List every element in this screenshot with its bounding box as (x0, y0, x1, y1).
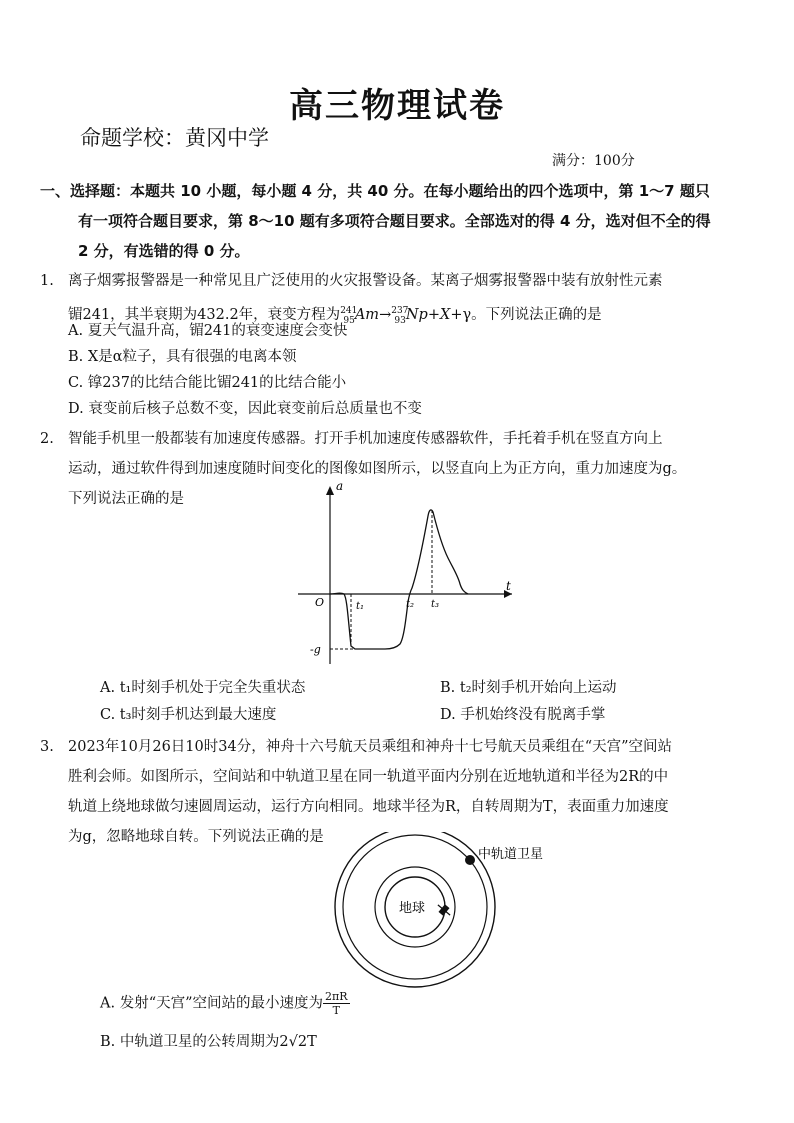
section-instructions (40, 176, 765, 266)
option-c: C. t₃时刻手机达到最大速度 (100, 707, 277, 723)
section-line-3: 2 分，有选错的得 0 分。 (78, 242, 250, 260)
satellite-icon (465, 855, 475, 865)
question-line: 为g，忽略地球自转。下列说法正确的是 (68, 829, 324, 845)
school-label: 命题学校：黄冈中学 (80, 126, 269, 150)
earth-label: 地球 (399, 901, 426, 916)
acceleration-time-graph (290, 478, 530, 668)
section-heading: 一、选择题：本题共 10 小题，每小题 4 分，共 40 分。在每小题给出的四个选项中，第 1～7 题只 (40, 182, 710, 200)
t1-label: t₁ (356, 601, 365, 612)
option-d: D. 手机始终没有脱离手掌 (440, 707, 606, 723)
page-title: 高三物理试卷 (289, 86, 505, 126)
satellite-label: 中轨道卫星 (478, 847, 544, 862)
option-a: A. 夏天气温升高，镅241的衰变速度会变快 (68, 323, 348, 339)
a-axis-label: a (336, 479, 344, 493)
question-number: 1. (40, 273, 54, 289)
question-line: 运动，通过软件得到加速度随时间变化的图像如图所示，以竖直向上为正方向，重力加速度为g。 (68, 461, 687, 477)
t-axis-label: t (506, 579, 511, 593)
question-line: 镅241，其半衰期为432.2年，衰变方程为$^{241}_{95}$Am→$^{237}_{93}$Np+X+γ。下列说法正确的是 (68, 306, 602, 326)
option-c: C. 镎237的比结合能比镅241的比结合能小 (68, 375, 347, 391)
question-number: 3. (40, 739, 54, 755)
section-line-2: 有一项符合题目要求，第 8～10 题有多项符合题目要求。全部选对的得 4 分，选对但不全的得 (78, 212, 711, 230)
question-line: 离子烟雾报警器是一种常见且广泛使用的火灾报警设备。某离子烟雾报警器中装有放射性元素 (68, 273, 663, 289)
neg-g-label: -g (310, 643, 321, 656)
question-line: 下列说法正确的是 (68, 491, 184, 507)
full-score: 满分：100分 (552, 153, 635, 169)
orbit-diagram (320, 832, 580, 992)
question-line: 轨道上绕地球做匀速圆周运动，运行方向相同。地球半径为R，自转周期为T，表面重力加速度 (68, 799, 669, 815)
question-number: 2. (40, 431, 54, 447)
option-b: B. X是α粒子，具有很强的电离本领 (68, 349, 297, 365)
t3-label: t₃ (431, 599, 440, 610)
fraction: $\frac{2\pi R}{T}$ (325, 990, 348, 1017)
origin-label: O (315, 596, 325, 609)
question-line: 2023年10月26日10时34分，神舟十六号航天员乘组和神舟十七号航天员乘组在“天宫”空间站 (68, 739, 673, 755)
t2-label: t₂ (406, 599, 415, 610)
a-t-curve (330, 510, 468, 649)
option-b: B. t₂时刻手机开始向上运动 (440, 680, 617, 696)
decay-equation: $^{241}_{95}$Am→$^{237}_{93}$Np+X+γ (340, 306, 472, 326)
option-a: A. 发射“天宫”空间站的最小速度为 $\frac{2\pi R}{T}$ (100, 990, 348, 1017)
option-b: B. 中轨道卫星的公转周期为2√2T (100, 1034, 317, 1050)
question-line: 智能手机里一般都装有加速度传感器。打开手机加速度传感器软件，手托着手机在竖直方向上 (68, 431, 663, 447)
option-a: A. t₁时刻手机处于完全失重状态 (100, 680, 306, 696)
a-axis-arrow (326, 486, 334, 495)
question-line: 胜利会师。如图所示，空间站和中轨道卫星在同一轨道平面内分别在近地轨道和半径为2R的中 (68, 769, 669, 785)
option-d: D. 衰变前后核子总数不变，因此衰变前后总质量也不变 (68, 401, 422, 417)
